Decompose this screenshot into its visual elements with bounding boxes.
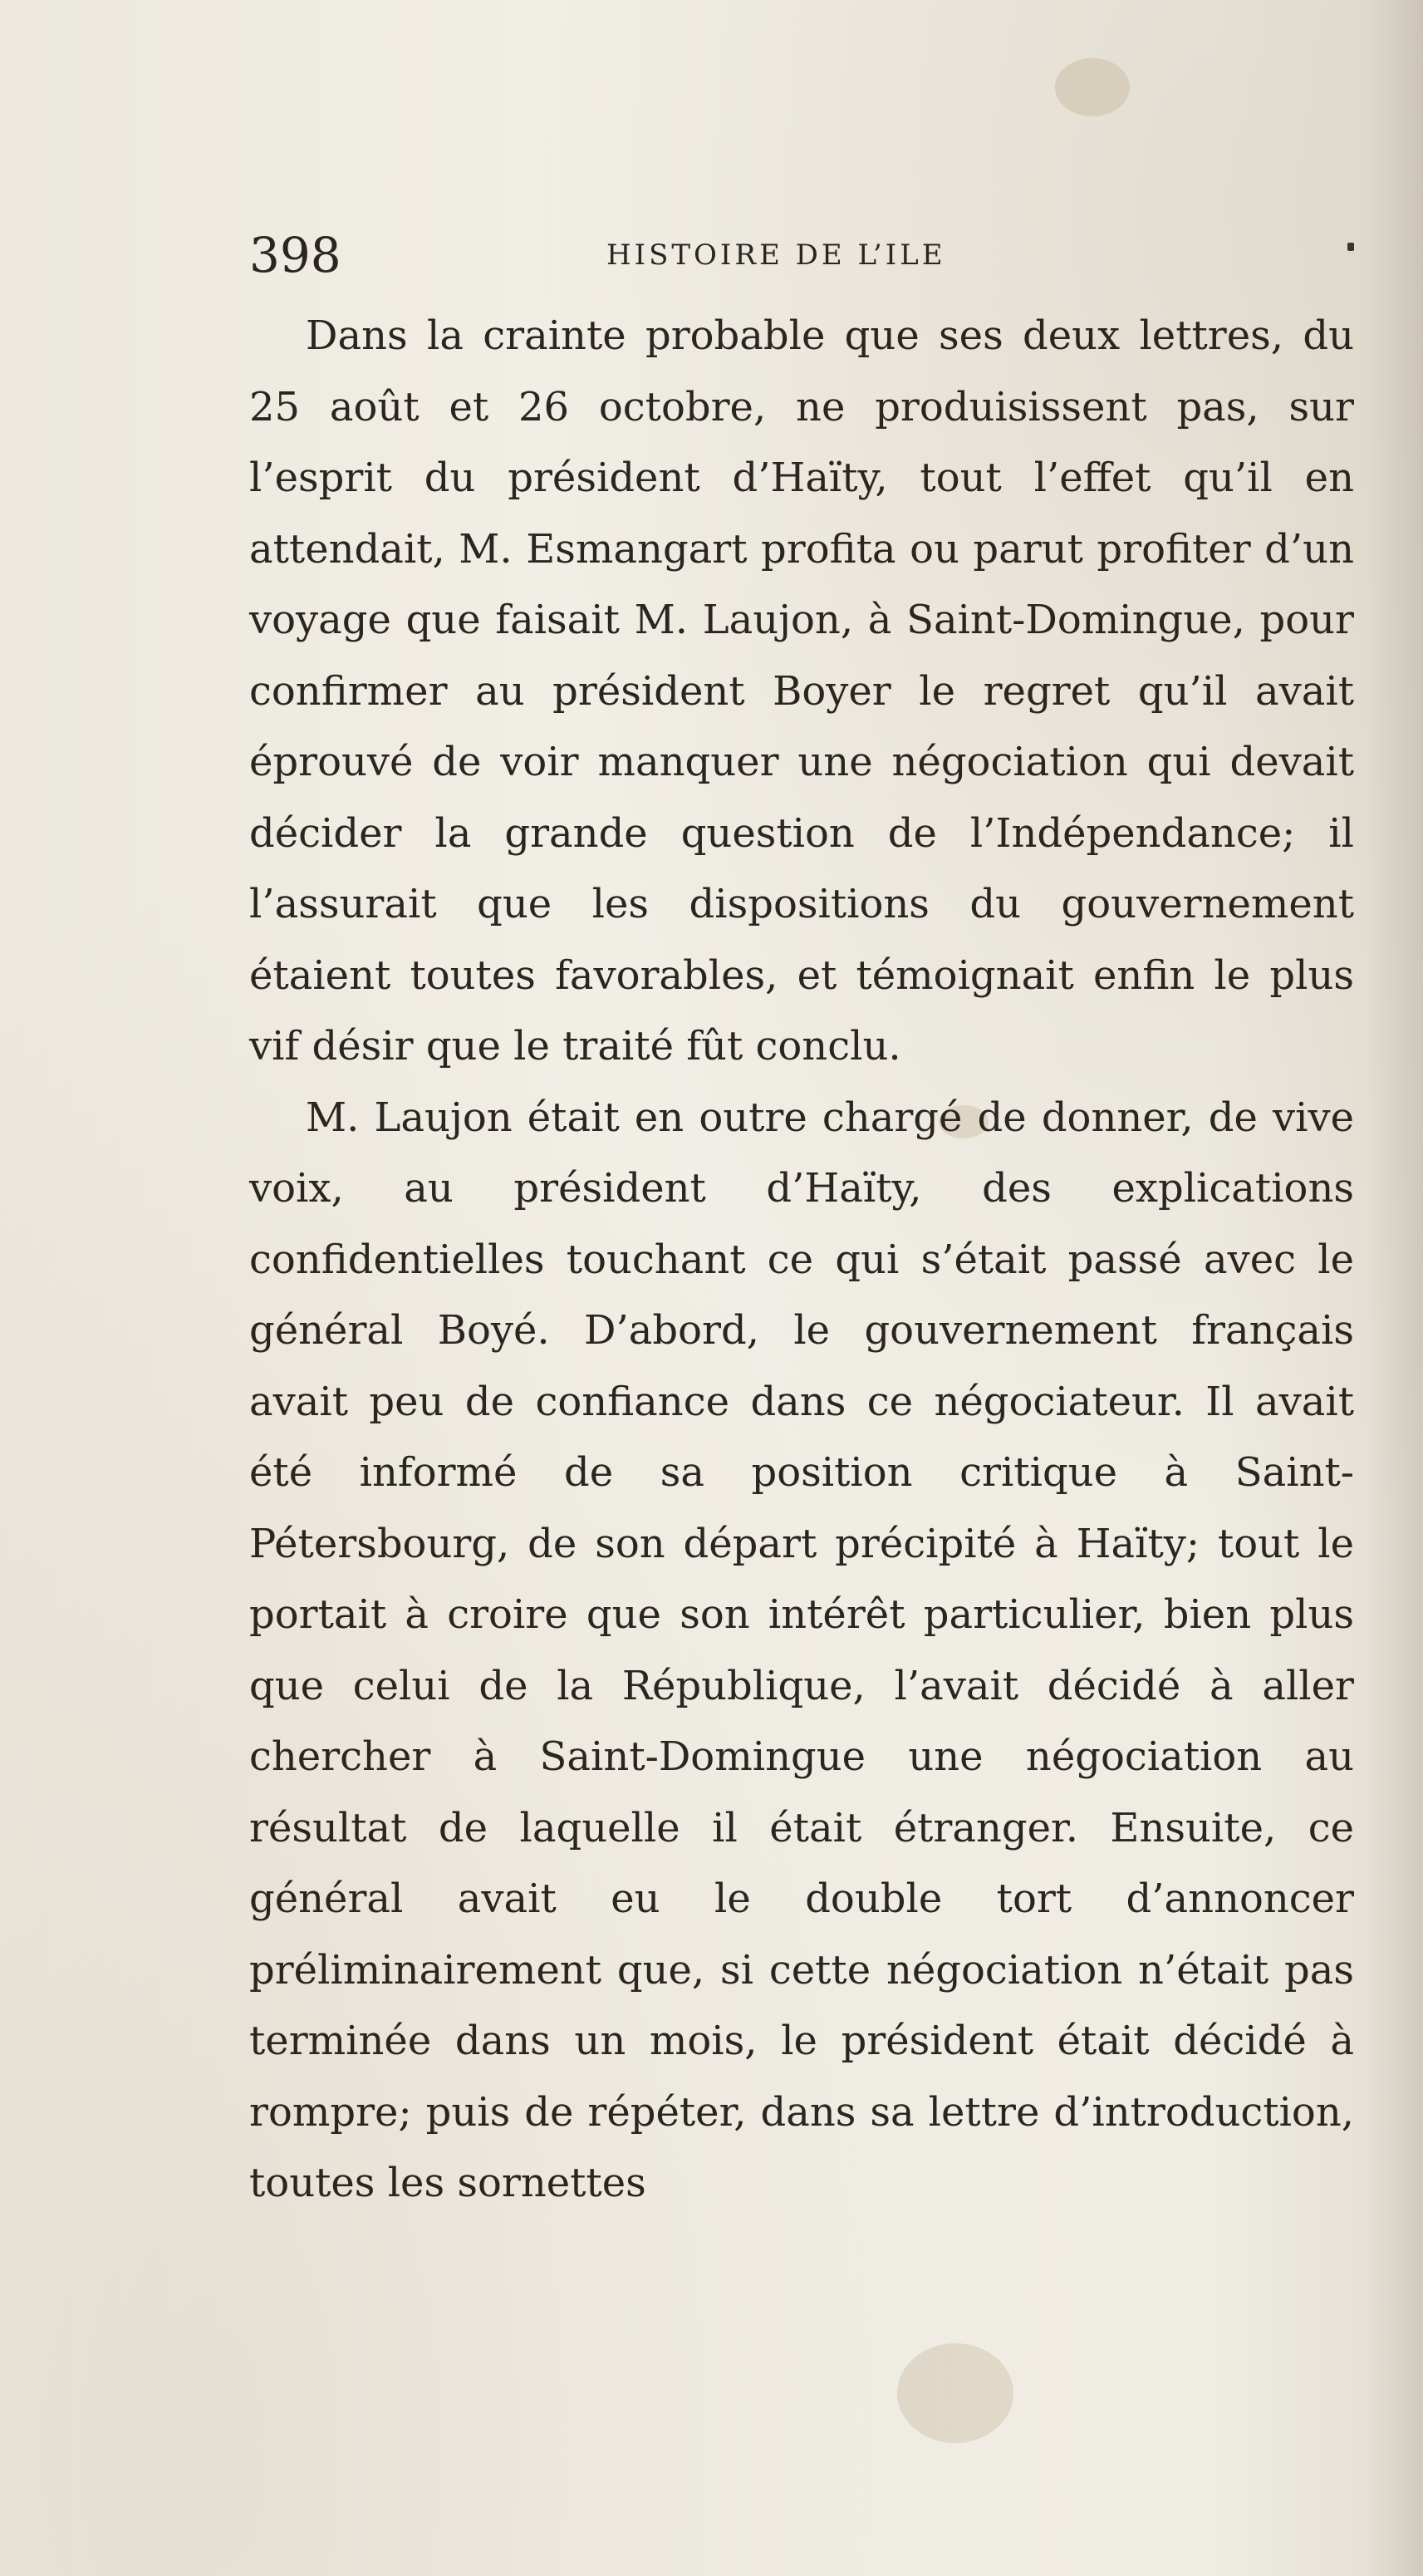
paragraph: M. Laujon était en outre chargé de donner, de vive voix, au président d’Haïty, des explications confidentielles touchant ce qui s’était passé avec le général Boyé. D’abord, le gouvernement français avait peu de confiance dans ce négociateur. Il avait été informé de sa position critique à Saint-Pétersbourg, de son départ précipité à Haïty; tout le portait à croire que son intérêt particulier, bien plus que celui de la République, l’avait décidé à aller chercher à Saint-Domingue une négociation au résultat de laquelle il était étranger. Ensuite, ce général avait eu le double tort d’annoncer préliminairement que, si cette négociation n’était pas terminée dans un mois, le président était décidé à rompre; puis de répéter, dans sa lettre d’introduction, toutes les sornettes <box>249 1094 1354 2206</box>
paragraph: Dans la crainte probable que ses deux lettres, du 25 août et 26 octobre, ne produisissent pas, sur l’esprit du président d’Haïty, tout l’effet qu’il en attendait, M. Esmangart profita ou parut profiter d’un voyage que faisait M. Laujon, à Saint-Domingue, pour confirmer au président Boyer le regret qu’il avait éprouvé de voir manquer une négociation qui devait décider la grande question de l’Indépendance; il l’assurait que les dispositions du gouvernement étaient toutes favorables, et témoignait enfin le plus vif désir que le traité fût conclu. <box>249 312 1354 1069</box>
foxing-stain <box>1055 58 1130 116</box>
page-number: 398 <box>249 227 341 283</box>
running-head: HISTOIRE DE L’ILE <box>606 238 946 272</box>
foxing-stain <box>897 2343 1013 2443</box>
ink-dot <box>1347 243 1354 251</box>
body-text <box>249 301 1354 2220</box>
page-header <box>249 218 1354 293</box>
page-edge-shadow <box>1365 0 1423 2576</box>
